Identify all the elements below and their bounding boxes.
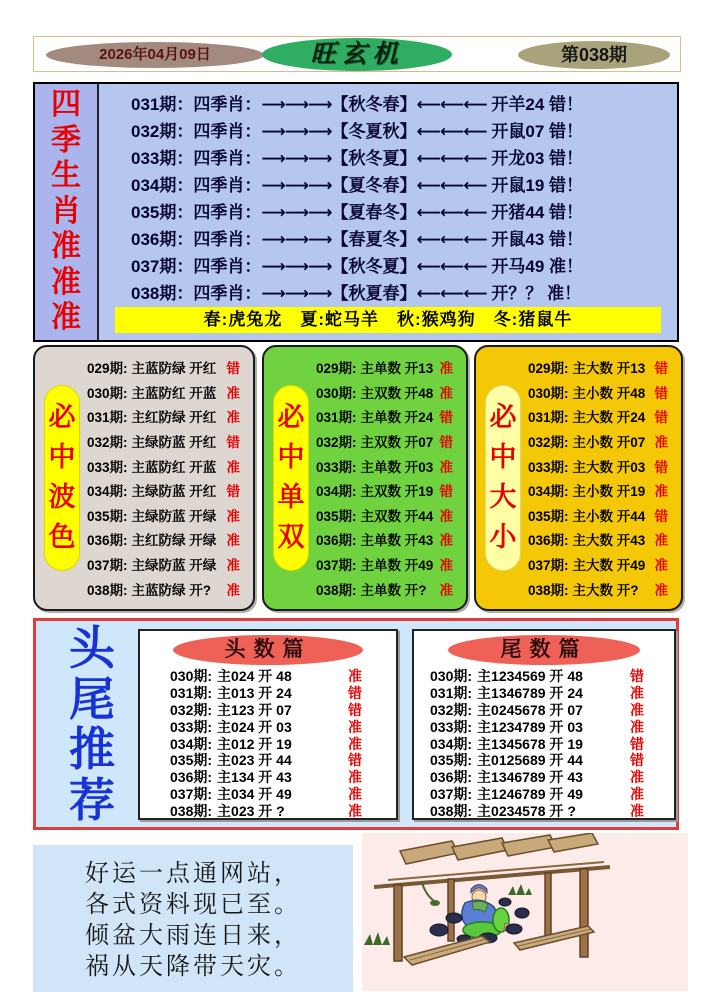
big-small-panel (474, 345, 683, 611)
left-arrows-icon: ⟵⟵⟵ (416, 230, 487, 249)
recommend-row: 037期: 主034 开 49 准 (170, 785, 362, 802)
result-flag: 准 (439, 558, 453, 574)
right-arrows-icon: ⟶⟶⟶ (261, 122, 332, 141)
panel-row: 037期: 主大数 开49 准 (476, 552, 681, 577)
left-arrows-icon: ⟵⟵⟵ (416, 284, 487, 303)
panel-row: 036期: 主单数 开43 准 (264, 527, 466, 552)
result-flag: 错 (654, 410, 668, 426)
result-flag: 准 (348, 802, 362, 819)
color-wave-rows (35, 355, 253, 601)
panel-row: 036期: 主大数 开43 准 (476, 527, 681, 552)
recommend-row: 034期: 主1345678 开 19 错 (430, 735, 644, 752)
result-flag: 准 (348, 668, 362, 685)
result-flag: 准 (226, 508, 240, 524)
season-row: 037期：四季肖：⟶⟶⟶【秋冬夏】⟵⟵⟵ 开马49 准！ (131, 257, 583, 276)
panel-row: 031期: 主大数 开24 错 (476, 404, 681, 429)
result-flag: 错 (348, 752, 362, 769)
recommend-row: 031期: 主013 开 24 错 (170, 685, 362, 702)
season-row: 034期：四季肖：⟶⟶⟶【夏冬春】⟵⟵⟵ 开鼠19 错！ (131, 176, 583, 195)
result-flag: 准 (654, 435, 668, 451)
right-arrows-icon: ⟶⟶⟶ (261, 203, 332, 222)
season-row: 033期：四季肖：⟶⟶⟶【秋冬夏】⟵⟵⟵ 开龙03 错！ (131, 149, 583, 168)
panel-row: 033期: 主大数 开03 错 (476, 453, 681, 478)
season-row: 036期：四季肖：⟶⟶⟶【春夏冬】⟵⟵⟵ 开鼠43 错！ (131, 230, 583, 249)
panel-row: 029期: 主单数 开13 准 (264, 355, 466, 380)
result-flag: 准 (654, 558, 668, 574)
recommend-row: 032期: 主123 开 07 错 (170, 702, 362, 718)
poem-line: 各式资料现已至。 (85, 890, 301, 918)
cartoon-illustration (362, 833, 688, 991)
result-flag: 错 (439, 484, 453, 500)
result-flag: 错 (226, 484, 240, 500)
result-flag: 准 (439, 533, 453, 549)
odd-even-panel-label: 必 中 单 双 (273, 385, 309, 571)
result-flag: 错 (439, 410, 453, 426)
recommend-row: 036期: 主1346789 开 43 准 (430, 769, 644, 786)
recommend-side-label: 头 尾 推 荐 (69, 621, 115, 827)
recommend-row: 037期: 主1246789 开 49 准 (430, 785, 644, 802)
result-flag: 错 (226, 361, 240, 377)
recommend-row: 030期: 主1234569 开 48 错 (430, 668, 644, 685)
result-flag: 错 (630, 735, 644, 752)
result-flag: 错 (654, 508, 668, 524)
left-arrows-icon: ⟵⟵⟵ (416, 149, 487, 168)
right-arrows-icon: ⟶⟶⟶ (261, 176, 332, 195)
result-flag: 准 (439, 385, 453, 401)
color-wave-panel-label: 必 中 波 色 (44, 385, 80, 571)
left-arrows-icon: ⟵⟵⟵ (416, 176, 487, 195)
result-flag: 错 (654, 361, 668, 377)
panel-row: 035期: 主双数 开44 准 (264, 503, 466, 528)
result-flag: 准 (348, 735, 362, 752)
right-arrows-icon: ⟶⟶⟶ (261, 257, 332, 276)
tail-box-rows (414, 668, 674, 819)
big-small-rows (476, 355, 681, 601)
head-box-title: 头数篇 (173, 635, 362, 665)
poem-line: 倾盆大雨连日来， (85, 921, 301, 949)
recommend-row: 035期: 主0125689 开 44 错 (430, 752, 644, 769)
recommend-row: 031期: 主1346789 开 24 准 (430, 685, 644, 702)
panel-row: 030期: 主小数 开48 错 (476, 380, 681, 405)
season-row: 032期：四季肖：⟶⟶⟶【冬夏秋】⟵⟵⟵ 开鼠07 错！ (131, 122, 583, 141)
right-arrows-icon: ⟶⟶⟶ (261, 149, 332, 168)
result-flag: 准 (439, 508, 453, 524)
panel-row: 038期: 主单数 开? 准 (264, 576, 466, 601)
result-flag: 准 (348, 718, 362, 735)
panel-row: 030期: 主蓝防红 开蓝 准 (35, 380, 253, 405)
season-legend-bar: 春:虎兔龙 夏:蛇马羊 秋:猴鸡狗 冬:猪鼠牛 (115, 307, 661, 333)
panel-row: 031期: 主单数 开24 错 (264, 404, 466, 429)
tail-box-title: 尾数篇 (448, 635, 640, 665)
panel-row: 038期: 主大数 开? 准 (476, 576, 681, 601)
recommend-row: 036期: 主134 开 43 准 (170, 769, 362, 786)
result-flag: 准 (348, 769, 362, 786)
issue-badge: 第038期 (518, 41, 670, 69)
result-flag: 错 (226, 435, 240, 451)
recommend-row: 030期: 主024 开 48 准 (170, 668, 362, 685)
panel-row: 032期: 主小数 开07 准 (476, 429, 681, 454)
panel-row: 033期: 主单数 开03 准 (264, 453, 466, 478)
result-flag: 错 (630, 752, 644, 769)
poem-box (33, 845, 353, 992)
panel-row: 032期: 主双数 开07 错 (264, 429, 466, 454)
color-wave-panel (33, 345, 255, 611)
panel-row: 034期: 主小数 开19 准 (476, 478, 681, 503)
result-flag: 准 (226, 582, 240, 598)
panel-row: 030期: 主双数 开48 准 (264, 380, 466, 405)
panel-row: 035期: 主小数 开44 错 (476, 503, 681, 528)
pergola-scene-icon (362, 833, 688, 991)
result-flag: 准 (439, 582, 453, 598)
result-flag: 准 (654, 484, 668, 500)
result-flag: 准 (439, 459, 453, 475)
result-flag: 准 (226, 385, 240, 401)
right-arrows-icon: ⟶⟶⟶ (261, 95, 332, 114)
panel-row: 034期: 主双数 开19 错 (264, 478, 466, 503)
panel-row: 031期: 主红防绿 开红 准 (35, 404, 253, 429)
result-flag: 准 (348, 785, 362, 802)
result-flag: 错 (654, 385, 668, 401)
result-flag: 准 (654, 582, 668, 598)
result-flag: 错 (630, 668, 644, 685)
season-row: 035期：四季肖：⟶⟶⟶【夏春冬】⟵⟵⟵ 开猪44 错！ (131, 203, 583, 222)
tail-number-box (412, 629, 676, 820)
season-zodiac-section (33, 82, 679, 342)
result-flag: 准 (630, 802, 644, 819)
result-flag: 准 (439, 361, 453, 377)
result-flag: 准 (654, 533, 668, 549)
head-box-rows (140, 668, 396, 819)
recommend-row: 033期: 主1234789 开 03 准 (430, 718, 644, 735)
result-flag: 准 (630, 685, 644, 702)
result-flag: 准 (226, 558, 240, 574)
recommend-row: 038期: 主023 开 ? 准 (170, 802, 362, 819)
panel-row: 029期: 主蓝防绿 开红 错 (35, 355, 253, 380)
panel-row: 029期: 主大数 开13 错 (476, 355, 681, 380)
head-number-box (138, 629, 398, 820)
result-flag: 错 (654, 459, 668, 475)
result-flag: 准 (630, 718, 644, 735)
panel-row: 038期: 主蓝防绿 开? 准 (35, 576, 253, 601)
result-flag: 准 (630, 769, 644, 786)
season-rows (101, 91, 673, 307)
left-arrows-icon: ⟵⟵⟵ (416, 257, 487, 276)
season-side-label: 四 季 生 肖 准 准 准 (35, 84, 99, 340)
result-flag: 准 (226, 410, 240, 426)
odd-even-rows (264, 355, 466, 601)
panel-row: 033期: 主蓝防红 开蓝 准 (35, 453, 253, 478)
left-arrows-icon: ⟵⟵⟵ (416, 122, 487, 141)
season-row: 038期：四季肖：⟶⟶⟶【秋夏春】⟵⟵⟵ 开？？ 准！ (131, 284, 582, 303)
recommend-row: 034期: 主012 开 19 准 (170, 735, 362, 752)
big-small-panel-label: 必 中 大 小 (485, 385, 521, 571)
date-badge: 2026年04月09日 (46, 42, 264, 68)
page-title: 旺玄机 (262, 38, 452, 71)
left-arrows-icon: ⟵⟵⟵ (416, 203, 487, 222)
header-bar (33, 36, 681, 72)
panel-row: 037期: 主单数 开49 准 (264, 552, 466, 577)
left-arrows-icon: ⟵⟵⟵ (416, 95, 487, 114)
result-flag: 错 (348, 702, 362, 718)
poem-line: 祸从天降带天灾。 (85, 952, 301, 980)
result-flag: 错 (348, 685, 362, 702)
vine-leaf-icon (430, 900, 440, 906)
head-tail-recommend-section (33, 618, 679, 830)
panel-row: 032期: 主绿防蓝 开红 错 (35, 429, 253, 454)
season-row: 031期：四季肖：⟶⟶⟶【秋冬春】⟵⟵⟵ 开羊24 错！ (131, 95, 583, 114)
recommend-row: 038期: 主0234578 开 ? 准 (430, 802, 644, 819)
panel-row: 037期: 主绿防蓝 开绿 准 (35, 552, 253, 577)
panel-row: 034期: 主绿防蓝 开红 错 (35, 478, 253, 503)
poem-line: 好运一点通网站， (85, 859, 301, 887)
result-flag: 准 (226, 533, 240, 549)
result-flag: 准 (630, 702, 644, 718)
panel-row: 036期: 主红防绿 开绿 准 (35, 527, 253, 552)
result-flag: 准 (630, 785, 644, 802)
odd-even-panel (262, 345, 468, 611)
result-flag: 准 (226, 459, 240, 475)
right-arrows-icon: ⟶⟶⟶ (261, 230, 332, 249)
result-flag: 错 (439, 435, 453, 451)
recommend-row: 035期: 主023 开 44 错 (170, 752, 362, 769)
right-arrows-icon: ⟶⟶⟶ (261, 284, 332, 303)
panel-row: 035期: 主绿防蓝 开绿 准 (35, 503, 253, 528)
recommend-row: 033期: 主024 开 03 准 (170, 718, 362, 735)
recommend-row: 032期: 主0245678 开 07 准 (430, 702, 644, 718)
